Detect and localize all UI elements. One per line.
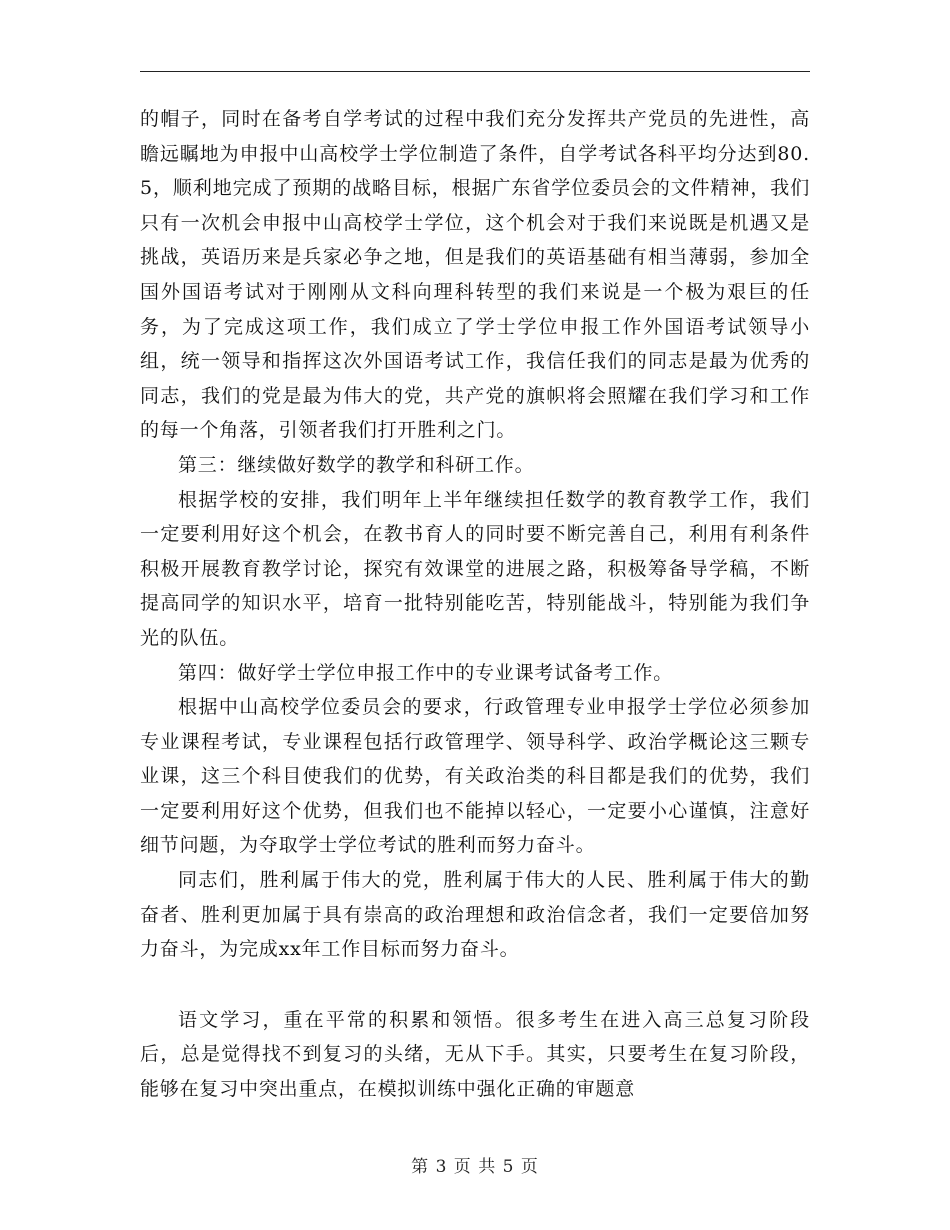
section-heading-fourth: 第四：做好学士学位申报工作中的专业课考试备考工作。 [178, 661, 674, 684]
page-number-footer: 第 3 页 共 5 页 [411, 1157, 539, 1177]
paragraph-chinese-study: 语文学习，重在平常的积累和领悟。很多考生在进入高三总复习阶段后，总是觉得找不到复习的头绪，无从下手。其实，只要考生在复习阶段，能够在复习中突出重点，在模拟训练中强化正确的审题意 [140, 1008, 810, 1101]
paragraph-math-teaching: 根据学校的安排，我们明年上半年继续担任数学的教育教学工作，我们一定要利用好这个机会，在教书育人的同时要不断完善自己，利用有利条件积极开展教育教学讨论，探究有效课堂的进展之路，积极筹备导学稿，不断提高同学的知识水平，培育一批特别能吃苦，特别能战斗，特别能为我们争光的队伍。 [140, 488, 810, 649]
header-rule [140, 71, 810, 72]
paragraph-continuation: 的帽子，同时在备考自学考试的过程中我们充分发挥共产党员的先进性，高瞻远瞩地为申报中山高校学士学位制造了条件，自学考试各科平均分达到80.5，顺利地完成了预期的战略目标，根据广东省学位委员会的文件精神，我们只有一次机会申报中山高校学士学位，这个机会对于我们来说既是机遇又是挑战，英语历来是兵家必争之地，但是我们的英语基础有相当薄弱，参加全国外国语考试对于刚刚从文科向理科转型的我们来说是一个极为艰巨的任务，为了完成这项工作，我们成立了学士学位申报工作外国语考试领导小组，统一领导和指挥这次外国语考试工作，我信任我们的同志是最为优秀的同志，我们的党是最为伟大的党，共产党的旗帜将会照耀在我们学习和工作的每一个角落，引领者我们打开胜利之门。 [140, 108, 810, 442]
document-body [140, 102, 810, 1107]
section-spacer [140, 967, 810, 1003]
paragraph-closing: 同志们，胜利属于伟大的党，胜利属于伟大的人民、胜利属于伟大的勤奋者、胜利更加属于具有崇高的政治理想和政治信念者，我们一定要倍加努力奋斗，为完成xx年工作目标而努力奋斗。 [140, 869, 810, 961]
paragraph-professional-exam: 根据中山高校学位委员会的要求，行政管理专业申报学士学位必须参加专业课程考试，专业课程包括行政管理学、领导科学、政治学概论这三颗专业课，这三个科目使我们的优势，有关政治类的科目都是我们的优势，我们一定要利用好这个优势，但我们也不能掉以轻心，一定要小心谨慎，注意好细节问题，为夺取学士学位考试的胜利而努力奋斗。 [140, 696, 810, 857]
section-heading-third: 第三：继续做好数学的教学和科研工作。 [178, 453, 535, 476]
